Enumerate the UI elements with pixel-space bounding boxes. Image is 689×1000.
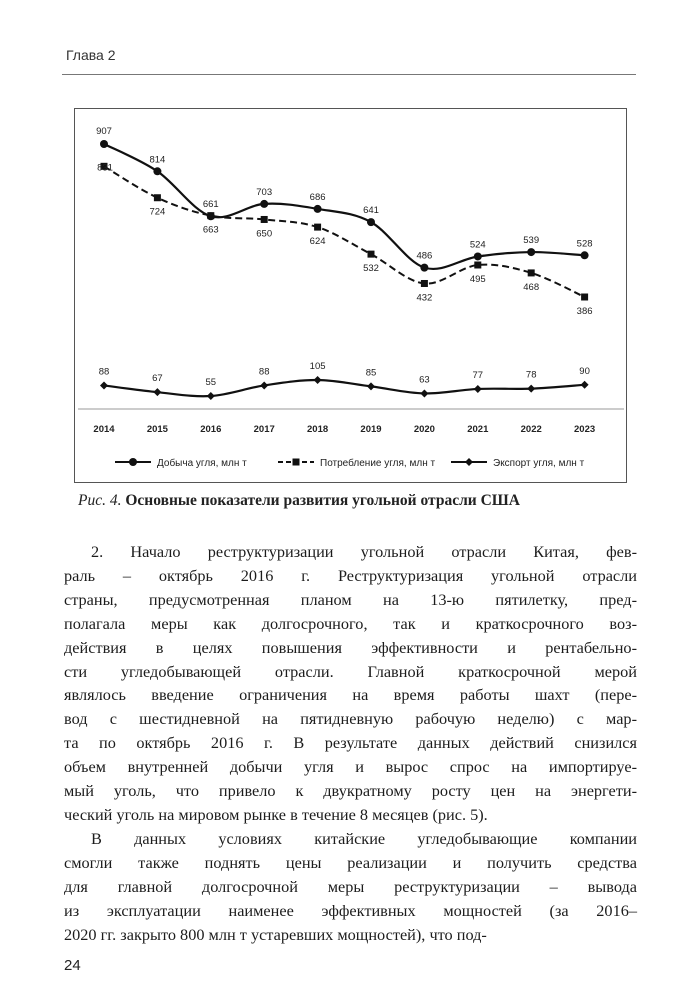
- data-label: 539: [523, 235, 540, 247]
- legend-marker: [465, 458, 473, 466]
- data-label: 495: [469, 273, 486, 285]
- point-consumption: [154, 194, 161, 201]
- text-line: ческий уголь на мировом рынке в течение 8 месяцев (рис. 5).: [64, 804, 488, 824]
- legend-marker: [129, 458, 137, 466]
- figure-chart: [74, 108, 627, 483]
- data-label: 814: [149, 154, 166, 166]
- text-line: являлось введение ограничения на время работы шахт (пере-: [64, 685, 637, 705]
- point-consumption: [207, 212, 214, 219]
- data-label: 661: [202, 199, 219, 211]
- point-export: [581, 381, 589, 389]
- legend-marker: [293, 459, 300, 466]
- x-tick-label: 2021: [467, 424, 489, 435]
- x-tick-label: 2022: [520, 424, 542, 435]
- page-number: 24: [64, 957, 81, 974]
- text-line: действия в целях повышения эффективности и рентабельно-: [64, 637, 637, 657]
- legend-label: Экспорт угля, млн т: [493, 458, 585, 469]
- caption-title: Основные показатели развития угольной отрасли США: [125, 492, 520, 509]
- data-label: 532: [363, 263, 379, 275]
- text-line: страны, предусмотренная планом на 13-ю пятилетку, пред-: [64, 589, 637, 609]
- point-export: [314, 376, 322, 384]
- point-consumption: [314, 224, 321, 231]
- point-export: [260, 381, 268, 389]
- data-label: 88: [98, 366, 110, 378]
- point-production: [367, 218, 375, 226]
- series-line-3: [104, 380, 585, 396]
- text-line: В данных условиях китайские угледобывающие компании: [91, 828, 637, 848]
- series-line-2: [104, 166, 585, 297]
- x-tick-label: 2017: [253, 424, 275, 435]
- point-consumption: [261, 216, 268, 223]
- x-tick-label: 2014: [93, 424, 115, 435]
- point-export: [367, 382, 375, 390]
- data-label: 486: [416, 250, 433, 262]
- legend-label: Потребление угля, млн т: [320, 458, 436, 469]
- data-label: 650: [256, 228, 273, 240]
- text-line: полагала меры как долгосрочного, так и краткосрочного воз-: [64, 613, 637, 633]
- data-label: 624: [309, 236, 326, 248]
- point-export: [207, 392, 215, 400]
- point-production: [314, 205, 322, 213]
- caption-number: Рис. 4.: [78, 492, 122, 509]
- point-consumption: [581, 294, 588, 301]
- point-consumption: [421, 280, 428, 287]
- paragraph-1: [64, 540, 637, 827]
- point-production: [581, 251, 589, 259]
- x-tick-label: 2020: [413, 424, 435, 435]
- coal-chart: [75, 109, 628, 484]
- x-tick-label: 2015: [146, 424, 168, 435]
- data-label: 105: [309, 361, 326, 372]
- data-label: 641: [363, 205, 379, 217]
- text-line: смогли также поднять цены реализации и получить средства: [64, 852, 637, 872]
- data-label: 663: [202, 224, 219, 236]
- data-label: 468: [523, 281, 540, 293]
- point-export: [420, 389, 428, 397]
- data-label: 77: [472, 369, 484, 381]
- text-line: сти угледобывающей отрасли. Главной краткосрочной мерой: [64, 661, 637, 681]
- text-line: та по октябрь 2016 г. В результате данных действий снизился: [64, 733, 637, 753]
- point-export: [527, 385, 535, 393]
- data-label: 90: [579, 365, 590, 377]
- point-production: [527, 248, 535, 256]
- chapter-header: Глава 2: [66, 47, 116, 63]
- text-line: 2020 гг. закрыто 800 млн т устаревших мощностей), что под-: [64, 924, 487, 944]
- data-label: 524: [469, 239, 486, 251]
- data-label: 78: [525, 369, 537, 381]
- data-label: 686: [309, 191, 326, 203]
- data-label: 703: [256, 186, 273, 198]
- point-production: [420, 264, 428, 272]
- data-label: 528: [576, 238, 593, 250]
- x-tick-label: 2016: [200, 424, 222, 435]
- point-consumption: [368, 251, 375, 258]
- point-consumption: [474, 261, 481, 268]
- x-tick-label: 2023: [574, 424, 596, 435]
- point-export: [474, 385, 482, 393]
- data-label: 724: [149, 206, 166, 218]
- legend-label: Добыча угля, млн т: [157, 458, 247, 469]
- data-label: 88: [258, 366, 270, 378]
- text-line: мый уголь, что привело к двукратному росту цен на энергети-: [64, 781, 637, 801]
- text-line: вод с шестидневной на пятидневную рабочую неделю) с мар-: [64, 709, 637, 729]
- figure-caption: [78, 492, 638, 510]
- text-line: раль – октябрь 2016 г. Реструктуризация угольной отрасли: [64, 565, 637, 585]
- text-line: 2. Начало реструктуризации угольной отрасли Китая, фев-: [91, 542, 637, 561]
- point-export: [153, 388, 161, 396]
- x-tick-label: 2018: [307, 424, 329, 435]
- data-label: 386: [576, 306, 593, 317]
- text-line: для главной долгосрочной меры реструктуризации – вывода: [64, 876, 637, 896]
- point-consumption: [528, 269, 535, 276]
- point-export: [100, 381, 108, 389]
- x-tick-label: 2019: [360, 424, 382, 435]
- text-line: из эксплуатации наименее эффективных мощностей (за 2016–: [64, 900, 637, 920]
- text-line: объем внутренней добычи угля и вырос спрос на импортируе-: [64, 757, 637, 777]
- point-production: [474, 252, 482, 260]
- point-production: [260, 200, 268, 208]
- data-label: 432: [416, 292, 433, 304]
- data-label: 907: [96, 126, 112, 137]
- header-rule: [62, 74, 636, 75]
- data-label: 67: [152, 373, 163, 385]
- point-production: [153, 167, 161, 175]
- point-production: [100, 140, 108, 148]
- paragraph-2: [64, 827, 637, 947]
- data-label: 85: [365, 367, 377, 379]
- data-label: 831: [97, 162, 113, 174]
- data-label: 55: [205, 377, 217, 388]
- data-label: 63: [419, 374, 430, 386]
- body-text: [64, 540, 637, 946]
